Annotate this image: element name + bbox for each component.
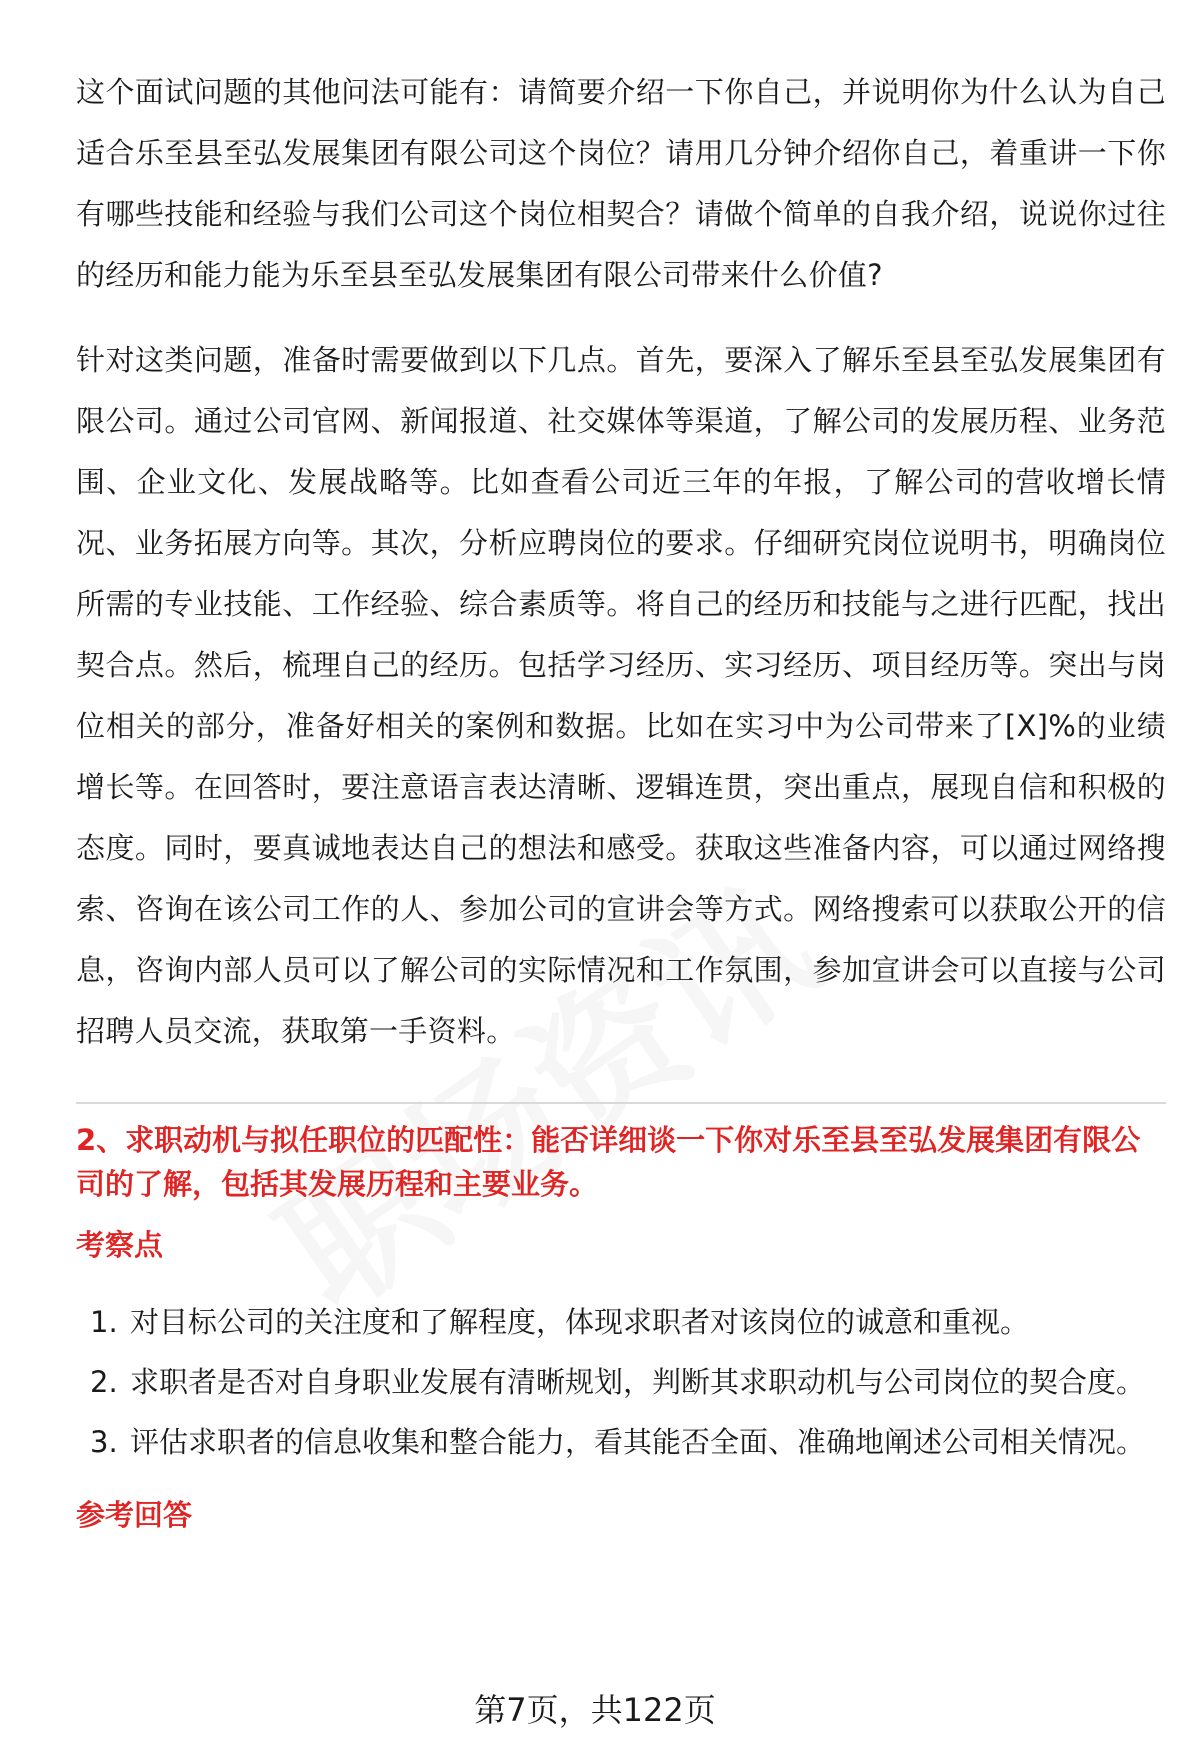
list-item-text: 对目标公司的关注度和了解程度，体现求职者对该岗位的诚意和重视。 — [130, 1305, 1030, 1339]
list-item — [76, 1352, 1166, 1412]
question-section — [76, 1118, 1166, 1540]
list-item-number: 3. — [90, 1425, 118, 1459]
list-item — [76, 1292, 1166, 1352]
body-text — [76, 62, 1166, 1062]
list-item-number: 2. — [90, 1365, 118, 1399]
list-item-text: 评估求职者的信息收集和整合能力，看其能否全面、准确地阐述公司相关情况。 — [130, 1425, 1146, 1459]
section-divider — [76, 1102, 1166, 1104]
question-title: 2、求职动机与拟任职位的匹配性：能否详细谈一下你对乐至县至弘发展集团有限公司的了解，包括其发展历程和主要业务。 — [76, 1123, 1141, 1201]
reference-answer-heading: 参考回答 — [76, 1498, 193, 1532]
examine-points-list — [76, 1292, 1166, 1472]
paragraph-preparation-advice: 针对这类问题，准备时需要做到以下几点。首先，要深入了解乐至县至弘发展集团有限公司。通过公司官网、新闻报道、社交媒体等渠道，了解公司的发展历程、业务范围、企业文化、发展战略等。比如查看公司近三年的年报，了解公司的营收增长情况、业务拓展方向等。其次，分析应聘岗位的要求。仔细研究岗位说明书，明确岗位所需的专业技能、工作经验、综合素质等。将自己的经历和技能与之进行匹配，找出契合点。然后，梳理自己的经历。包括学习经历、实习经历、项目经历等。突出与岗位相关的部分，准备好相关的案例和数据。比如在实习中为公司带来了[X]%的业绩增长等。在回答时，要注意语言表达清晰、逻辑连贯，突出重点，展现自信和积极的态度。同时，要真诚地表达自己的想法和感受。获取这些准备内容，可以通过网络搜索、咨询在该公司工作的人、参加公司的宣讲会等方式。网络搜索可以获取公开的信息，咨询内部人员可以了解公司的实际情况和工作氛围，参加宣讲会可以直接与公司招聘人员交流，获取第一手资料。 — [76, 343, 1166, 1048]
list-item-number: 1. — [90, 1305, 118, 1339]
list-item — [76, 1412, 1166, 1472]
list-item-text: 求职者是否对自身职业发展有清晰规划，判断其求职动机与公司岗位的契合度。 — [130, 1365, 1146, 1399]
page-number: 第7页，共122页 — [474, 1691, 716, 1729]
paragraph-alternative-questions: 这个面试问题的其他问法可能有：请简要介绍一下你自己，并说明你为什么认为自己适合乐至县至弘发展集团有限公司这个岗位？请用几分钟介绍你自己，着重讲一下你有哪些技能和经验与我们公司这个岗位相契合？请做个简单的自我介绍，说说你过往的经历和能力能为乐至县至弘发展集团有限公司带来什么价值? — [76, 75, 1166, 292]
examine-heading: 考察点 — [76, 1228, 164, 1262]
